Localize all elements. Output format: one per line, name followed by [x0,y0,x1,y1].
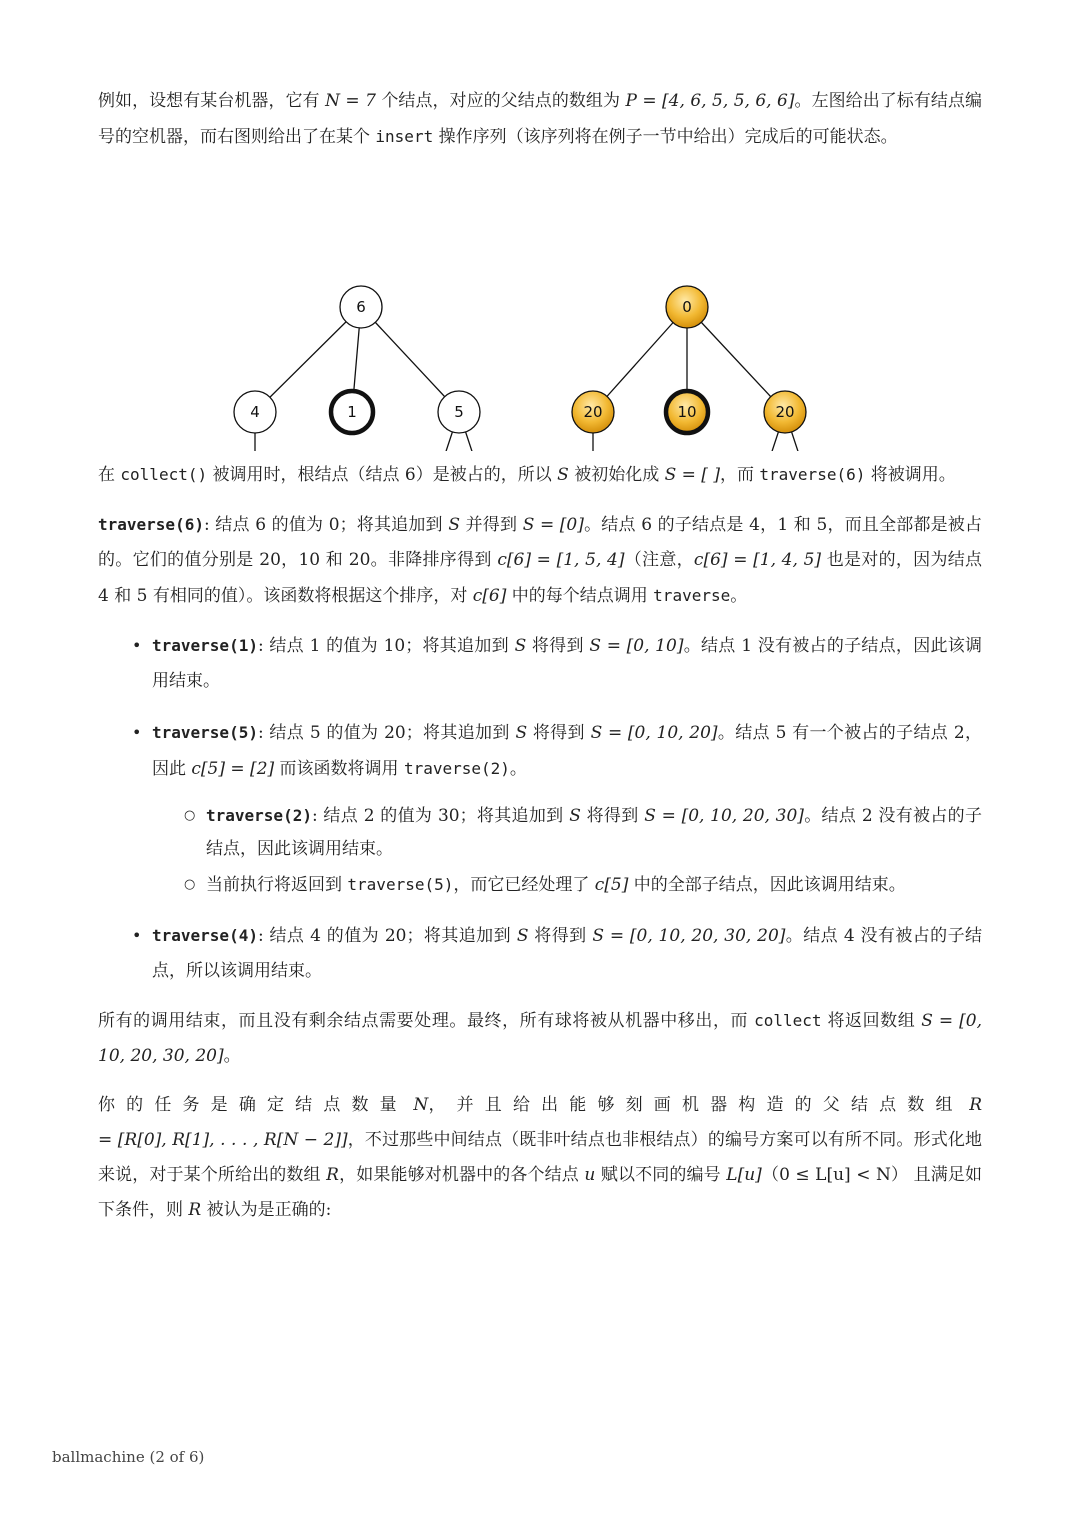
label-traverse-4: traverse(4) [152,926,258,945]
text: ，而 [719,465,760,485]
text: 且满足如下条件，则 [98,1165,983,1220]
math-s: S [448,515,460,535]
list-item [206,799,982,866]
text: 将得到 [527,723,591,743]
text: 中的每个结点调用 [506,586,654,606]
math-s-empty: S = [ ] [664,465,720,485]
math-s: S [557,465,569,485]
math-c6-sorted: c[6] = [1, 5, 4] [497,550,625,570]
code-insert: insert [375,127,434,146]
math-r: R [326,1165,339,1185]
math-n: N [413,1095,429,1115]
text: 被调用时，根结点（结点 6）是被占的，所以 [207,465,558,485]
node-label: 1 [347,403,357,421]
text: 。 [730,586,748,606]
text: ，并且给出能够刻画机器构造的父结点数组 [428,1095,964,1115]
tree-node [438,391,480,433]
math-s: S [514,636,527,656]
label-traverse-6: traverse(6) [98,515,204,534]
text: 中的全部子结点，因此该调用结束。 [628,875,906,895]
node-label: 10 [677,403,697,421]
text: 将得到 [526,636,590,656]
text: 也是对的，因为结点 4 和 5 有相同的值）。该函数将根据这个排序，对 [98,550,983,606]
text: : 结点 5 的值为 20；将其追加到 [257,723,516,743]
text: 而该函数将调用 [274,759,404,779]
text: : 结点 2 的值为 30；将其追加到 [311,806,570,826]
text: 。结点 1 没有被占的子结点，因此该调用结束。 [152,636,983,691]
text: （注意， [624,550,694,570]
label-traverse-1: traverse(1) [152,636,258,655]
math-s-eq: S = [0, 10, 20, 30, 20] [592,926,786,946]
text: 。左图给出了标有结点编号的空机器，而右图则给出了在某个 [98,91,982,147]
math-s-eq: S = [0, 10] [589,636,684,656]
text: 被认为是正确的: [201,1200,332,1220]
math-c5-eq: c[5] = [2] [191,759,275,779]
code-collect: collect() [120,465,208,484]
tree-node [666,391,708,433]
label-traverse-2: traverse(2) [206,806,312,825]
traverse6-paragraph [98,507,982,614]
code-collect: collect [754,1011,822,1030]
text: 个结点，对应的父结点的数组为 [375,91,626,111]
text: 将得到 [580,806,645,826]
text: 。结点 5 有一个被占的子结点 2，因此 [152,723,982,779]
code-traverse-6: traverse(6) [759,465,866,484]
math-r: R [188,1200,202,1220]
text: 。结点 2 没有被占的子结点，因此该调用结束。 [206,806,983,859]
text: 你的任务是确定结点数量 [98,1095,408,1115]
math-s-eq: S = [0] [522,515,584,535]
tree-node [764,391,806,433]
text: 操作序列（该序列将在例子一节中给出）完成后的可能状态。 [433,127,898,147]
code-traverse: traverse [653,586,731,605]
traverse5-sublist [152,799,982,902]
math-c6: c[6] [472,586,507,606]
intro-paragraph [98,84,982,155]
tree-figure [98,161,982,451]
tree-node [340,286,382,328]
text: : 结点 6 的值为 0；将其追加到 [203,515,449,535]
text: 。 [509,759,527,779]
page-footer: ballmachine (2 of 6) [52,1448,205,1466]
tree-node [666,286,708,328]
math-lu-condition: （0 ≤ L[u] < N） [761,1165,909,1185]
text: 。结点 6 的子结点是 4，1 和 5，而且全部都是被占的。它们的值分别是 20，10 和 20。非降排序得到 [98,515,982,570]
text: 在 [98,465,121,485]
math-n: N = 7 [325,91,376,111]
math-s-eq: S = [0, 10, 20, 30] [644,806,804,826]
code-traverse-2: traverse(2) [403,759,510,778]
list-item [152,628,982,699]
text: : 结点 1 的值为 10；将其追加到 [257,636,515,656]
document-body [98,84,982,1228]
text: 将得到 [528,926,593,946]
math-c5: c[5] [594,875,629,895]
math-s: S [569,806,581,826]
text: 所有的调用结束，而且没有剩余结点需要处理。最终，所有球将被从机器中移出，而 [98,1011,755,1031]
list-item [152,715,982,902]
text: : 结点 4 的值为 20；将其追加到 [257,926,517,946]
text: 并得到 [459,515,523,535]
tree-node [234,391,276,433]
text: ，不过那些中间结点（既非叶结点也非根结点）的编号方案可以有所不同。形式化地来说，对于某个所给出的数组 [98,1130,983,1185]
math-r-array: R = [R[0], R[1], . . . , R[N − 2]] [98,1095,983,1150]
tree-node [331,391,373,433]
math-p-array: P = [4, 6, 5, 5, 6, 6] [625,91,795,111]
tree-node [572,391,614,433]
collect-paragraph [98,457,982,493]
math-c6-alt: c[6] = [1, 4, 5] [693,550,822,570]
text: ，如果能够对机器中的各个结点 [338,1165,585,1185]
math-s-final: S = [0, 10, 20, 30, 20] [98,1011,982,1066]
node-label: 6 [356,298,366,316]
node-label: 4 [250,403,260,421]
math-s-eq: S = [0, 10, 20] [590,723,718,743]
text: ，而它已经处理了 [453,875,595,895]
text: 将返回数组 [821,1011,922,1031]
list-item [206,868,982,902]
text: 当前执行将返回到 [206,875,348,895]
math-u: u [584,1165,596,1185]
end-paragraph [98,1003,982,1074]
node-label: 20 [583,403,603,421]
math-lu: L[u] [726,1165,762,1185]
traverse-list [98,628,982,989]
task-paragraph [98,1088,982,1228]
tree-svg [98,161,982,451]
node-label: 20 [775,403,795,421]
node-label: 0 [682,298,692,316]
code-traverse-5: traverse(5) [347,875,454,894]
math-s: S [515,723,528,743]
text: 。 [223,1046,241,1066]
text: 例如，设想有某台机器，它有 [98,91,326,111]
text: 被初始化成 [568,465,665,485]
node-label: 5 [454,403,464,421]
text: 将被调用。 [865,465,956,485]
label-traverse-5: traverse(5) [152,723,258,742]
text: 赋以不同的编号 [595,1165,727,1185]
text: 。结点 4 没有被占的子结点，所以该调用结束。 [152,926,982,981]
math-s: S [516,926,529,946]
list-item [152,918,982,989]
